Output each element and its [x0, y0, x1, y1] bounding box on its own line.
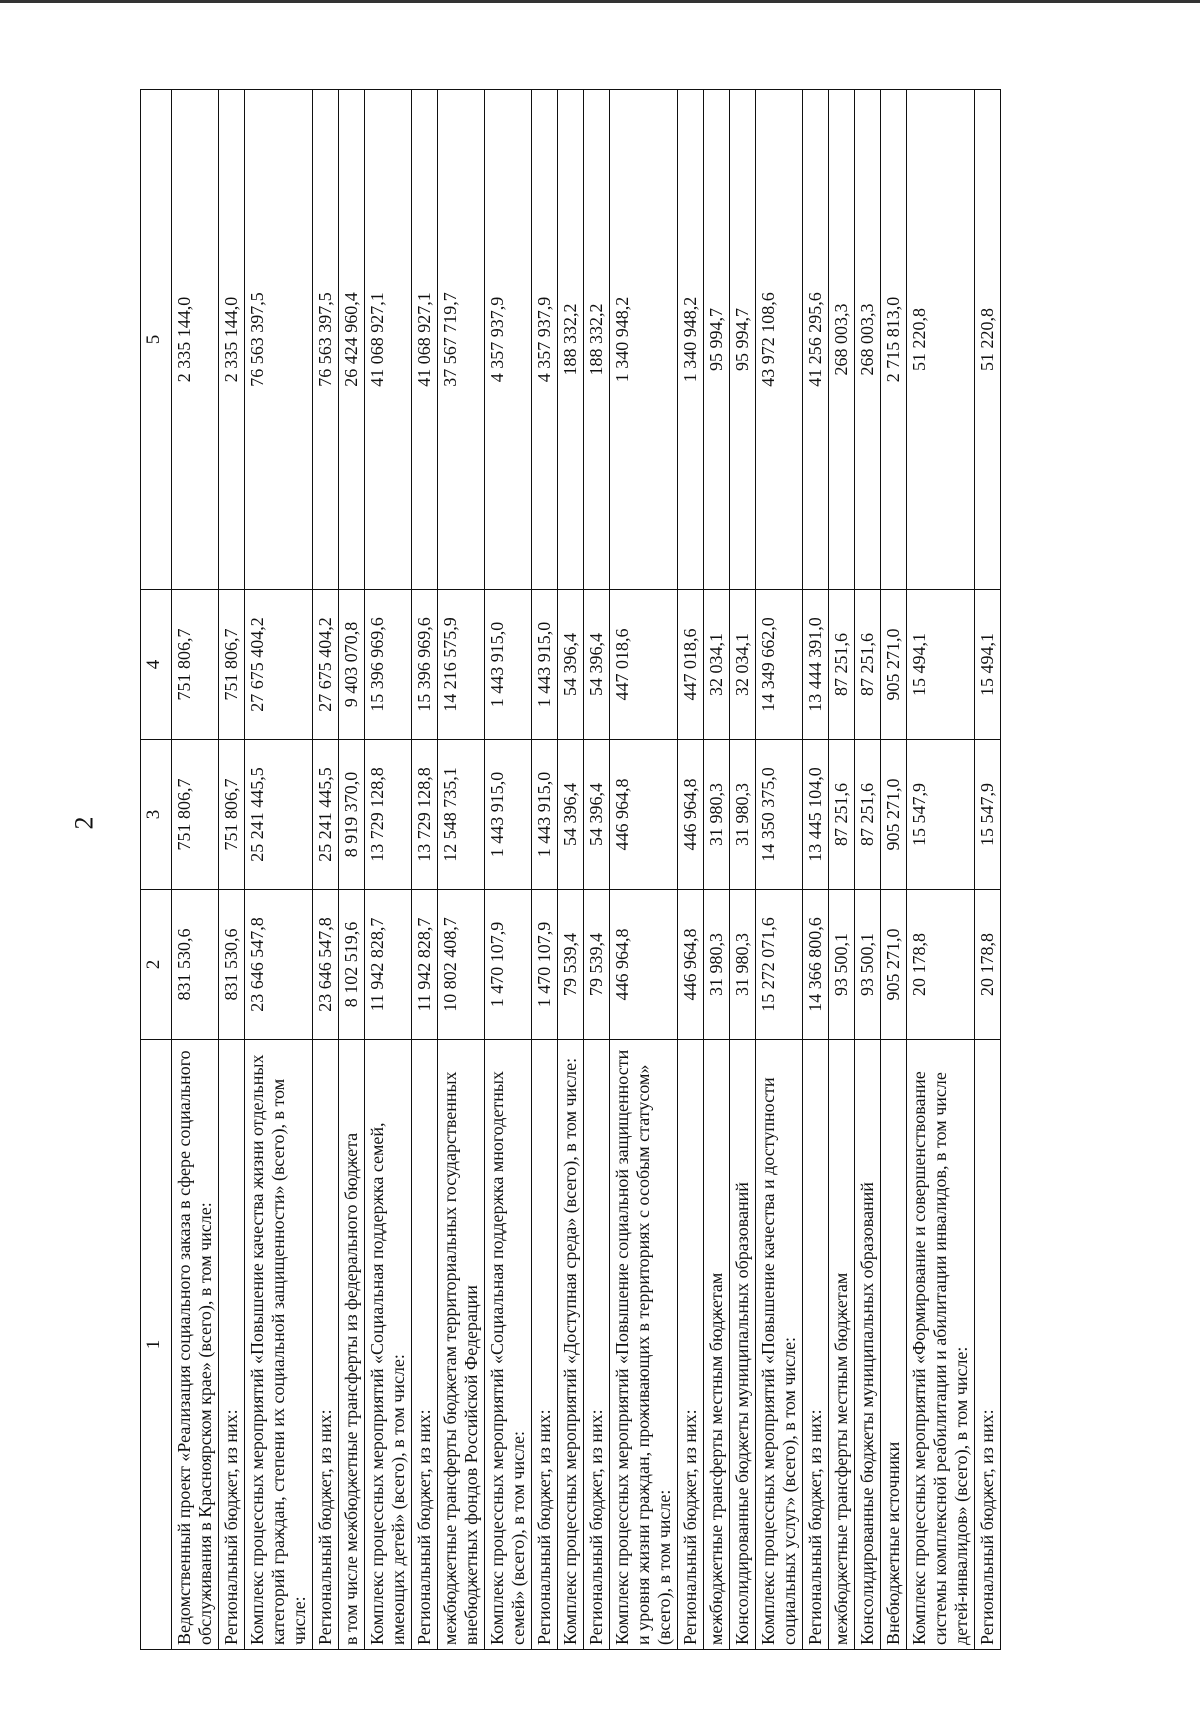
value-cell: 15 494,1 [907, 590, 975, 740]
table-row [313, 90, 339, 1650]
table-row [730, 90, 756, 1650]
value-cell: 32 034,1 [730, 590, 756, 740]
value-cell: 87 251,6 [855, 590, 881, 740]
value-cell: 446 964,8 [678, 740, 704, 890]
table-row [532, 90, 558, 1650]
value-cell: 751 806,7 [219, 590, 245, 740]
value-cell: 14 366 800,6 [803, 890, 829, 1040]
value-cell: 4 357 937,9 [485, 90, 532, 590]
value-cell: 2 715 813,0 [881, 90, 907, 590]
value-cell: 13 445 104,0 [803, 740, 829, 890]
value-cell: 2 335 144,0 [172, 90, 219, 590]
value-cell: 23 646 547,8 [313, 890, 339, 1040]
row-label-cell: Региональный бюджет, из них: [975, 1040, 1001, 1650]
value-cell: 27 675 404,2 [245, 590, 313, 740]
table-row [975, 90, 1001, 1650]
value-cell: 447 018,6 [678, 590, 704, 740]
value-cell: 54 396,4 [558, 590, 584, 740]
row-label-cell: Консолидированные бюджеты муниципальных образований [730, 1040, 756, 1650]
value-cell: 268 003,3 [855, 90, 881, 590]
value-cell: 12 548 735,1 [438, 740, 485, 890]
row-label-cell: Комплекс процессных мероприятий «Доступная среда» (всего), в том числе: [558, 1040, 584, 1650]
value-cell: 87 251,6 [829, 740, 855, 890]
value-cell: 87 251,6 [829, 590, 855, 740]
value-cell: 25 241 445,5 [313, 740, 339, 890]
value-cell: 188 332,2 [558, 90, 584, 590]
value-cell: 905 271,0 [881, 590, 907, 740]
value-cell: 13 444 391,0 [803, 590, 829, 740]
value-cell: 14 350 375,0 [756, 740, 803, 890]
value-cell: 8 102 519,6 [339, 890, 365, 1040]
table-row [485, 90, 532, 1650]
row-label-cell: Региональный бюджет, из них: [219, 1040, 245, 1650]
table-row [172, 90, 219, 1650]
table-row [907, 90, 975, 1650]
value-cell: 11 942 828,7 [412, 890, 438, 1040]
funding-table [140, 89, 1001, 1650]
row-label-cell: Комплекс процессных мероприятий «Формирование и совершенствование системы комплексной реабилитации и абилитации инвалидов, в том числе детей-инвалидов» (всего), в том числе: [907, 1040, 975, 1650]
table-body [172, 90, 1001, 1650]
value-cell: 15 547,9 [907, 740, 975, 890]
value-cell: 4 357 937,9 [532, 90, 558, 590]
row-label-cell: в том числе межбюджетные трансферты из федерального бюджета [339, 1040, 365, 1650]
value-cell: 93 500,1 [829, 890, 855, 1040]
value-cell: 2 335 144,0 [219, 90, 245, 590]
value-cell: 15 272 071,6 [756, 890, 803, 1040]
row-label-cell: межбюджетные трансферты бюджетам территориальных государственных внебюджетных фондов Российской Федерации [438, 1040, 485, 1650]
table-row [365, 90, 412, 1650]
table-row [219, 90, 245, 1650]
value-cell: 14 349 662,0 [756, 590, 803, 740]
table-row [756, 90, 803, 1650]
table-row [412, 90, 438, 1650]
value-cell: 446 964,8 [610, 890, 678, 1040]
value-cell: 1 443 915,0 [485, 590, 532, 740]
table-row [584, 90, 610, 1650]
row-label-cell: Комплекс процессных мероприятий «Социальная поддержка многодетных семей» (всего), в том числе: [485, 1040, 532, 1650]
column-header: 1 [141, 1040, 172, 1650]
value-cell: 15 494,1 [975, 590, 1001, 740]
table-row [245, 90, 313, 1650]
value-cell: 31 980,3 [730, 740, 756, 890]
value-cell: 905 271,0 [881, 740, 907, 890]
value-cell: 11 942 828,7 [365, 890, 412, 1040]
value-cell: 31 980,3 [704, 890, 730, 1040]
table-row [678, 90, 704, 1650]
value-cell: 41 068 927,1 [412, 90, 438, 590]
value-cell: 1 443 915,0 [532, 590, 558, 740]
value-cell: 79 539,4 [584, 890, 610, 1040]
value-cell: 10 802 408,7 [438, 890, 485, 1040]
row-label-cell: Региональный бюджет, из них: [678, 1040, 704, 1650]
value-cell: 13 729 128,8 [412, 740, 438, 890]
value-cell: 20 178,8 [907, 890, 975, 1040]
table-row [339, 90, 365, 1650]
value-cell: 1 443 915,0 [485, 740, 532, 890]
value-cell: 751 806,7 [172, 740, 219, 890]
row-label-cell: Консолидированные бюджеты муниципальных образований [855, 1040, 881, 1650]
value-cell: 95 994,7 [730, 90, 756, 590]
table-row [558, 90, 584, 1650]
value-cell: 43 972 108,6 [756, 90, 803, 590]
column-header: 3 [141, 740, 172, 890]
value-cell: 93 500,1 [855, 890, 881, 1040]
row-label-cell: Комплекс процессных мероприятий «Повышение качества и доступности социальных услуг» (всего), в том числе: [756, 1040, 803, 1650]
rotated-table-container [140, 90, 1001, 1650]
table-row [803, 90, 829, 1650]
row-label-cell: Внебюджетные источники [881, 1040, 907, 1650]
row-label-cell: межбюджетные трансферты местным бюджетам [704, 1040, 730, 1650]
value-cell: 751 806,7 [172, 590, 219, 740]
row-label-cell: Региональный бюджет, из них: [412, 1040, 438, 1650]
value-cell: 8 919 370,0 [339, 740, 365, 890]
value-cell: 76 563 397,5 [245, 90, 313, 590]
table-row [704, 90, 730, 1650]
row-label-cell: Региональный бюджет, из них: [313, 1040, 339, 1650]
table-row [610, 90, 678, 1650]
row-label-cell: Региональный бюджет, из них: [584, 1040, 610, 1650]
value-cell: 54 396,4 [558, 740, 584, 890]
value-cell: 14 216 575,9 [438, 590, 485, 740]
table-row [881, 90, 907, 1650]
scan-top-edge [0, 0, 1200, 3]
value-cell: 188 332,2 [584, 90, 610, 590]
value-cell: 87 251,6 [855, 740, 881, 890]
table-row [829, 90, 855, 1650]
value-cell: 15 396 969,6 [412, 590, 438, 740]
row-label-cell: Комплекс процессных мероприятий «Повышение социальной защищенности и уровня жизни граждан, проживающих в территориях с особым статусом» (всего), в том числе: [610, 1040, 678, 1650]
table-row [438, 90, 485, 1650]
value-cell: 37 567 719,7 [438, 90, 485, 590]
column-header: 4 [141, 590, 172, 740]
value-cell: 1 340 948,2 [610, 90, 678, 590]
value-cell: 15 396 969,6 [365, 590, 412, 740]
row-label-cell: Региональный бюджет, из них: [803, 1040, 829, 1650]
value-cell: 54 396,4 [584, 740, 610, 890]
value-cell: 751 806,7 [219, 740, 245, 890]
page-number: 2 [69, 816, 99, 830]
value-cell: 831 530,6 [172, 890, 219, 1040]
value-cell: 831 530,6 [219, 890, 245, 1040]
row-label-cell: Комплекс процессных мероприятий «Социальная поддержка семей, имеющих детей» (всего), в том числе: [365, 1040, 412, 1650]
value-cell: 268 003,3 [829, 90, 855, 590]
value-cell: 25 241 445,5 [245, 740, 313, 890]
value-cell: 79 539,4 [558, 890, 584, 1040]
value-cell: 23 646 547,8 [245, 890, 313, 1040]
value-cell: 446 964,8 [610, 740, 678, 890]
value-cell: 76 563 397,5 [313, 90, 339, 590]
value-cell: 51 220,8 [975, 90, 1001, 590]
value-cell: 446 964,8 [678, 890, 704, 1040]
value-cell: 31 980,3 [730, 890, 756, 1040]
value-cell: 905 271,0 [881, 890, 907, 1040]
value-cell: 1 470 107,9 [485, 890, 532, 1040]
value-cell: 1 340 948,2 [678, 90, 704, 590]
value-cell: 13 729 128,8 [365, 740, 412, 890]
value-cell: 54 396,4 [584, 590, 610, 740]
value-cell: 95 994,7 [704, 90, 730, 590]
value-cell: 41 068 927,1 [365, 90, 412, 590]
row-label-cell: Ведомственный проект «Реализация социального заказа в сфере социального обслуживания в Красноярском крае» (всего), в том числе: [172, 1040, 219, 1650]
value-cell: 9 403 070,8 [339, 590, 365, 740]
value-cell: 31 980,3 [704, 740, 730, 890]
row-label-cell: Региональный бюджет, из них: [532, 1040, 558, 1650]
row-label-cell: Комплекс процессных мероприятий «Повышение качества жизни отдельных категорий граждан, степени их социальной защищенности» (всего), в том числе: [245, 1040, 313, 1650]
column-header: 2 [141, 890, 172, 1040]
value-cell: 51 220,8 [907, 90, 975, 590]
header-row [141, 90, 172, 1650]
value-cell: 20 178,8 [975, 890, 1001, 1040]
value-cell: 447 018,6 [610, 590, 678, 740]
value-cell: 1 443 915,0 [532, 740, 558, 890]
value-cell: 41 256 295,6 [803, 90, 829, 590]
table-row [855, 90, 881, 1650]
value-cell: 1 470 107,9 [532, 890, 558, 1040]
value-cell: 26 424 960,4 [339, 90, 365, 590]
value-cell: 27 675 404,2 [313, 590, 339, 740]
column-header: 5 [141, 90, 172, 590]
row-label-cell: межбюджетные трансферты местным бюджетам [829, 1040, 855, 1650]
value-cell: 32 034,1 [704, 590, 730, 740]
value-cell: 15 547,9 [975, 740, 1001, 890]
